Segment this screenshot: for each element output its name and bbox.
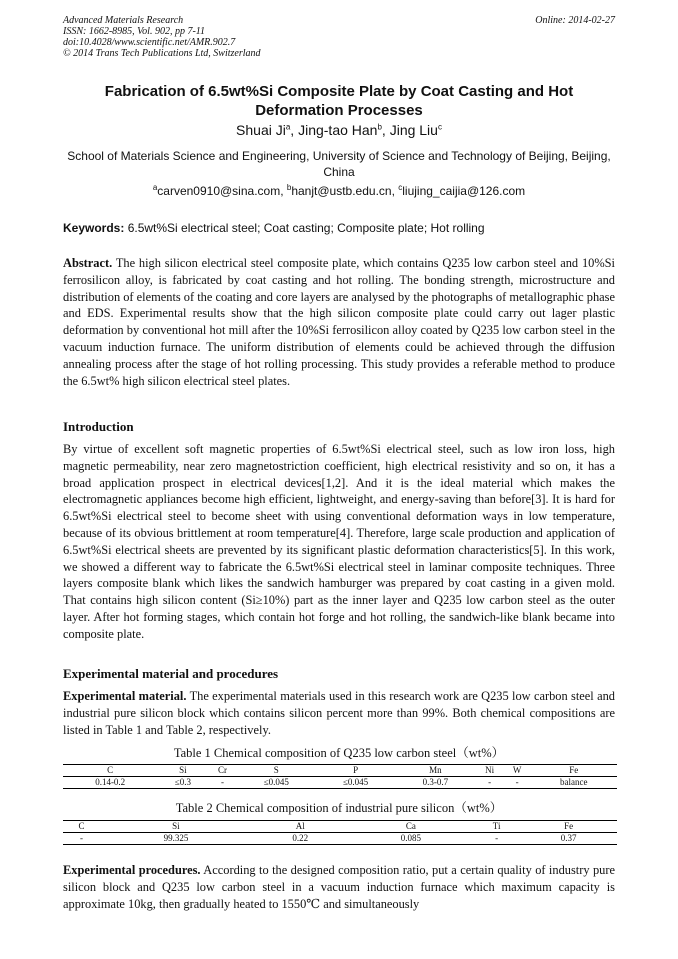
email-link[interactable]: liujing_caijia@126.com — [402, 184, 526, 198]
table-cell: 99.325 — [100, 833, 252, 845]
table-cell: ≤0.045 — [316, 777, 395, 789]
abstract — [63, 255, 615, 389]
table-header-cell: W — [504, 765, 531, 777]
abstract-text: The high silicon electrical steel composite plate, which contains Q235 low carbon steel and 10%Si ferrosilicon alloy, is fabricated by coat casting and hot rolling. The bonding strength, microstructure and distribution of elements of the coating and core layers are analysed by the photographs of metallographic phase and EDS. Experimental results show that the high silicon composite plate could carry out lager plastic deformation by conventional hot mill after the 10%Si ferrosilicon alloy coated by Q235 low carbon steel in the vacuum induction furnace. The uniform distribution of elements could be achieved through the diffusion annealing process after the stage of hot rolling processing. This study provides a referable method to produce the 6.5wt% high silicon electrical steel plates. — [63, 256, 616, 388]
table-header-cell: C — [63, 765, 157, 777]
procedures-text: According to the designed composition ratio, put a certain quality of industry pure silicon block and Q235 low carbon steel in a vacuum induction furnace which maximum capacity is approximate 10kg, then gradually heated to 1550℃ and simultaneously — [63, 863, 615, 911]
table-row — [63, 777, 617, 789]
email-list: $^a$carven0910@sina.com, $^b$hanjt@ustb.edu.cn, $^c$liujing_caijia@126.com — [152, 183, 526, 198]
table-cell: balance — [530, 777, 617, 789]
table-header-cell: S — [237, 765, 316, 777]
email-link[interactable]: hanjt@ustb.edu.cn — [291, 184, 392, 198]
table-cell: - — [475, 777, 503, 789]
experimental-procedures — [63, 862, 615, 912]
table-header-cell: Ca — [349, 821, 473, 833]
table-cell: - — [208, 777, 236, 789]
table-cell: 0.37 — [520, 833, 617, 845]
table-header-cell: Cr — [208, 765, 236, 777]
table1 — [63, 764, 617, 789]
author-name: Jing Liu — [389, 122, 438, 138]
author-name: Jing-tao Han — [298, 122, 378, 138]
table-header-cell: Ni — [475, 765, 503, 777]
author-list: Shuai Ji$^a$, Jing-tao Han$^b$, Jing Liu$^c$ — [236, 122, 442, 138]
author-name: Shuai Ji — [236, 122, 286, 138]
procedures-label: Experimental procedures. — [63, 863, 201, 877]
table-header-cell: Fe — [520, 821, 617, 833]
table-header-cell: P — [316, 765, 395, 777]
table2-caption: Table 2 Chemical composition of industrial pure silicon（wt%） — [175, 801, 503, 815]
table-cell: 0.3-0.7 — [395, 777, 475, 789]
material-text: The experimental materials used in this research work are Q235 low carbon steel and industrial pure silicon block which contains silicon percent more than 99%. Both chemical compositions are listed in Table 1 and Table 2, respectively. — [63, 689, 615, 737]
table-cell: - — [504, 777, 531, 789]
table-row — [63, 833, 617, 845]
table-cell: ≤0.045 — [237, 777, 316, 789]
experimental-heading: Experimental material and procedures — [63, 666, 279, 681]
table-header-cell: Si — [157, 765, 208, 777]
table-header-row — [63, 821, 617, 833]
paper-title: Fabrication of 6.5wt%Si Composite Plate by Coat Casting and Hot Deformation Processes — [104, 83, 574, 119]
copyright: © 2014 Trans Tech Publications Ltd, Switzerland — [63, 48, 261, 59]
online-date: Online: 2014-02-27 — [535, 15, 615, 26]
table-header-cell: Al — [252, 821, 349, 833]
experimental-material — [63, 688, 615, 738]
email-link[interactable]: carven0910@sina.com — [157, 184, 281, 198]
table2 — [63, 820, 617, 845]
journal-name: Advanced Materials Research — [63, 15, 184, 26]
table-header-cell: Fe — [530, 765, 617, 777]
table-cell: 0.14-0.2 — [63, 777, 157, 789]
doi: doi:10.4028/www.scientific.net/AMR.902.7 — [63, 37, 236, 48]
table-cell: 0.085 — [349, 833, 473, 845]
table-cell: 0.22 — [252, 833, 349, 845]
author-marker: b — [377, 122, 382, 132]
material-label: Experimental material. — [63, 689, 187, 703]
keywords-text: 6.5wt%Si electrical steel; Coat casting; Composite plate; Hot rolling — [127, 221, 485, 235]
affiliation: School of Materials Science and Engineering, University of Science and Technology of Beijing, Beijing, China — [67, 149, 611, 179]
table-cell: - — [473, 833, 520, 845]
table-header-row — [63, 765, 617, 777]
table1-caption: Table 1 Chemical composition of Q235 low carbon steel（wt%） — [173, 746, 505, 760]
keywords-label: Keywords: — [63, 221, 125, 235]
author-marker: c — [437, 122, 442, 132]
table-header-cell: Si — [100, 821, 252, 833]
author-marker: a — [285, 122, 291, 132]
journal-header — [63, 15, 261, 59]
issn: ISSN: 1662-8985, Vol. 902, pp 7-11 — [63, 26, 206, 37]
table-header-cell: Mn — [395, 765, 475, 777]
table-header-cell: Ti — [473, 821, 520, 833]
abstract-label: Abstract. — [63, 256, 113, 270]
table-cell: - — [63, 833, 100, 845]
table-cell: ≤0.3 — [157, 777, 208, 789]
introduction-text: By virtue of excellent soft magnetic properties of 6.5wt%Si electrical steel, such as low iron loss, high magnetic permeability, near zero magnetostriction coefficient, high electrical resistivity and so on, it has a broad application prospect in electrical devices[1,2]. And it is the ideal material which makes the electromagnetic appliances become high efficient, lightweight, and energy-saving than before[3]. It is hard for 6.5wt%Si electrical steel to become sheet with using conventional deformation ways in low temperature, because of its obvious brittlement at room temperature[4]. Therefore, large scale production and application of 6.5wt%Si electrical sheets are prevented by its significant plastic deformation characteristics[5]. In this work, we showed a different way to fabricate the 6.5wt%Si electrical steel in laminar composite techniques. Three layers composite blank which likes the sandwich hamburger was prepared by coat casting in a given mold. That contains high silicon content (Si≥10%) part as the inner layer and Q235 low carbon steel as the outer layer. After hot forming stages, which contain hot forge and hot rolling, the sandwich-like blank became into composite plate. — [63, 442, 615, 641]
introduction-heading: Introduction — [63, 419, 134, 434]
table-header-cell: C — [63, 821, 100, 833]
keywords — [63, 221, 615, 235]
